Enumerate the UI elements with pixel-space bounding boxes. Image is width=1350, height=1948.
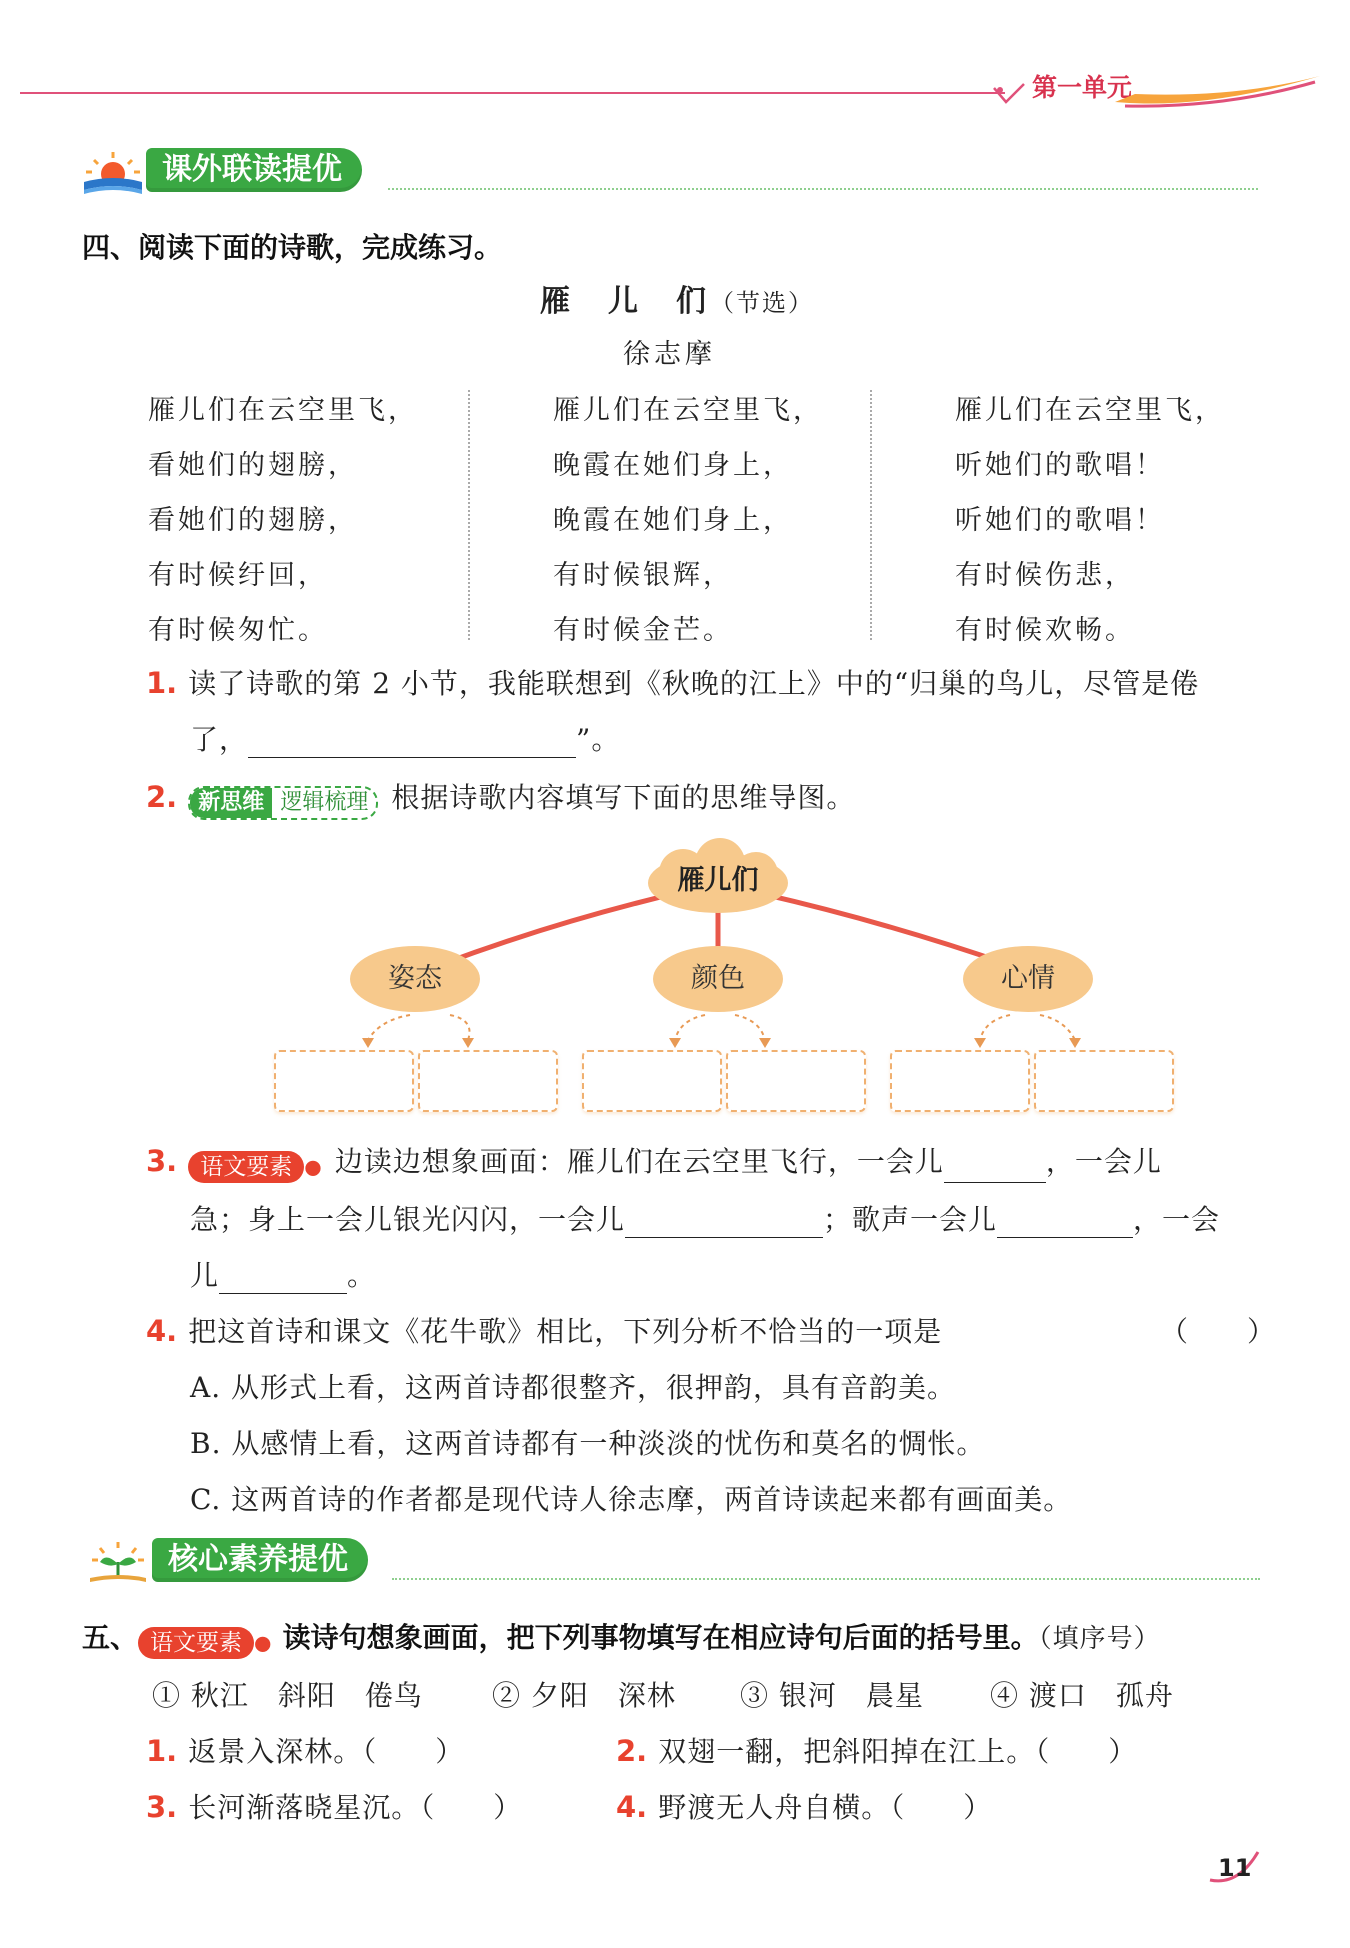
question-2 (146, 776, 855, 820)
answer-blank[interactable] (944, 1152, 1046, 1183)
question-4-heading: 四、阅读下面的诗歌，完成练习。 (82, 231, 503, 264)
question-text: ，一会 (1133, 1203, 1221, 1236)
stanza-separator (468, 390, 470, 640)
section-banner-extended-reading: 课外联读提优 (146, 148, 362, 192)
question-text: 了， (190, 723, 249, 756)
stanza-3 (955, 388, 1225, 663)
stanza-line: 有时候银辉， (553, 560, 733, 591)
poem-title-text: 雁 儿 们 (540, 284, 710, 319)
stanza-line: 看她们的翅膀， (148, 450, 358, 481)
question-text: ；歌声一会儿 (823, 1203, 998, 1236)
question-text: 。 (347, 1259, 377, 1292)
answer-blank[interactable] (219, 1263, 347, 1294)
question-text: 野渡无人舟自横。（ ） (658, 1791, 993, 1824)
item-group-2: ② 夕阳 深林 (492, 1679, 676, 1712)
question-1-line2 (190, 718, 620, 758)
poem-author: 徐志摩 (623, 339, 716, 370)
tag-dot-icon: ● (304, 1154, 322, 1179)
new-thinking-tag (188, 786, 378, 820)
mindmap-answer-box[interactable] (274, 1050, 414, 1112)
item-group-4: ④ 渡口 孤舟 (990, 1679, 1174, 1712)
tag-left: 新思维 (190, 788, 272, 818)
question-text: 急；身上一会儿银光闪闪，一会儿 (190, 1203, 626, 1236)
stanza-2 (553, 388, 823, 663)
sprout-icon (86, 1540, 150, 1584)
mindmap-answer-box[interactable] (582, 1050, 722, 1112)
mindmap-branch-mood: 心情 (963, 946, 1093, 1012)
stanza-line: 雁儿们在云空里飞， (148, 395, 418, 426)
question-text: 根据诗歌内容填写下面的思维导图。 (391, 781, 856, 814)
stanza-line: 雁儿们在云空里飞， (553, 395, 823, 426)
question-5 (82, 1616, 1161, 1659)
question-text: 双翅一翻，把斜阳掉在江上。（ ） (658, 1735, 1138, 1768)
question-3-line3 (190, 1254, 376, 1294)
question-text: 把这首诗和课文《花牛歌》相比，下列分析不恰当的一项是 (188, 1315, 943, 1348)
sunrise-book-icon (82, 150, 144, 196)
question-text: 长河渐落晓星沉。（ ） (188, 1791, 523, 1824)
chinese-element-tag: 语文要素 (188, 1151, 304, 1183)
question-text: 儿 (190, 1259, 220, 1292)
tag-right: 逻辑梳理 (280, 789, 369, 815)
item-group-3: ③ 银河 晨星 (740, 1679, 924, 1712)
chinese-element-tag: 语文要素 (138, 1627, 254, 1659)
question-number: 3. (146, 1790, 178, 1824)
question-number: 2. (616, 1734, 648, 1768)
question-number: 五、 (82, 1621, 139, 1654)
stanza-1 (148, 388, 418, 663)
stanza-line: 听她们的歌唱！ (955, 505, 1165, 536)
sub-question-1 (146, 1730, 464, 1770)
stanza-line: 雁儿们在云空里飞， (955, 395, 1225, 426)
item-group-1: ① 秋江 斜阳 倦鸟 (152, 1679, 423, 1712)
unit-title: 第一单元 (1032, 73, 1133, 102)
poem-subtitle: （节选） (710, 289, 814, 317)
banner-dotline (392, 1578, 1260, 1580)
question-text: 返景入深林。（ ） (188, 1735, 465, 1768)
stanza-line: 有时候匆忙。 (148, 615, 328, 646)
mindmap-branch-posture: 姿态 (350, 946, 480, 1012)
stanza-line: 有时候金芒。 (553, 615, 733, 646)
poem-title (540, 276, 814, 320)
mindmap-answer-box[interactable] (418, 1050, 558, 1112)
question-number: 1. (146, 1734, 178, 1768)
section-banner-core-literacy: 核心素养提优 (152, 1538, 368, 1582)
answer-blank[interactable] (625, 1207, 823, 1238)
option-a: A. 从形式上看，这两首诗都很整齐，很押韵，具有音韵美。 (190, 1371, 957, 1404)
question-3 (146, 1140, 1162, 1183)
tag-dot-icon: ● (254, 1630, 272, 1655)
question-number: 4. (146, 1314, 178, 1348)
answer-blank[interactable] (248, 727, 576, 758)
mindmap-answer-box[interactable] (726, 1050, 866, 1112)
question-1 (146, 662, 1199, 702)
mindmap-branch-color: 颜色 (653, 946, 783, 1012)
question-text: 边读边想象画面：雁儿们在云空里飞行，一会儿 (334, 1145, 944, 1178)
stanza-line: 听她们的歌唱！ (955, 450, 1165, 481)
option-b: B. 从感情上看，这两首诗都有一种淡淡的忧伤和莫名的惆怅。 (190, 1427, 986, 1460)
stanza-line: 看她们的翅膀， (148, 505, 358, 536)
stanza-line: 有时候伤悲， (955, 560, 1135, 591)
sub-question-4 (616, 1786, 992, 1826)
stanza-line: 有时候纡回， (148, 560, 328, 591)
banner-dotline (388, 188, 1258, 190)
mindmap-answer-box[interactable] (890, 1050, 1030, 1112)
question-3-line2 (190, 1198, 1220, 1238)
question-hint: （填序号） (1038, 1624, 1161, 1654)
question-number: 4. (616, 1790, 648, 1824)
question-text: ”。 (576, 723, 621, 756)
mindmap-answer-box[interactable] (1034, 1050, 1174, 1112)
stanza-line: 晚霞在她们身上， (553, 450, 793, 481)
sub-question-3 (146, 1786, 522, 1826)
question-number: 2. (146, 780, 178, 814)
question-text: 读诗句想象画面，把下列事物填写在相应诗句后面的括号里。 (282, 1621, 1039, 1654)
answer-bracket[interactable]: （ ） (1160, 1315, 1277, 1348)
question-4 (146, 1310, 942, 1350)
sub-question-2 (616, 1730, 1137, 1770)
question-number: 3. (146, 1144, 178, 1178)
answer-blank[interactable] (997, 1207, 1133, 1238)
stanza-separator (870, 390, 872, 640)
header-swoosh-icon (1115, 72, 1325, 112)
stanza-line: 晚霞在她们身上， (553, 505, 793, 536)
page-number: 11 (1218, 1854, 1252, 1882)
question-text: 读了诗歌的第 2 小节，我能联想到《秋晚的江上》中的“归巢的鸟儿，尽管是倦 (188, 667, 1200, 700)
stanza-line: 有时候欢畅。 (955, 615, 1135, 646)
header-check-icon (990, 80, 1030, 108)
option-c: C. 这两首诗的作者都是现代诗人徐志摩，两首诗读起来都有画面美。 (190, 1483, 1073, 1516)
question-text: ，一会儿 (1045, 1145, 1162, 1178)
mindmap-root: 雁儿们 (677, 865, 759, 896)
header-rule (20, 92, 1005, 94)
question-number: 1. (146, 666, 178, 700)
